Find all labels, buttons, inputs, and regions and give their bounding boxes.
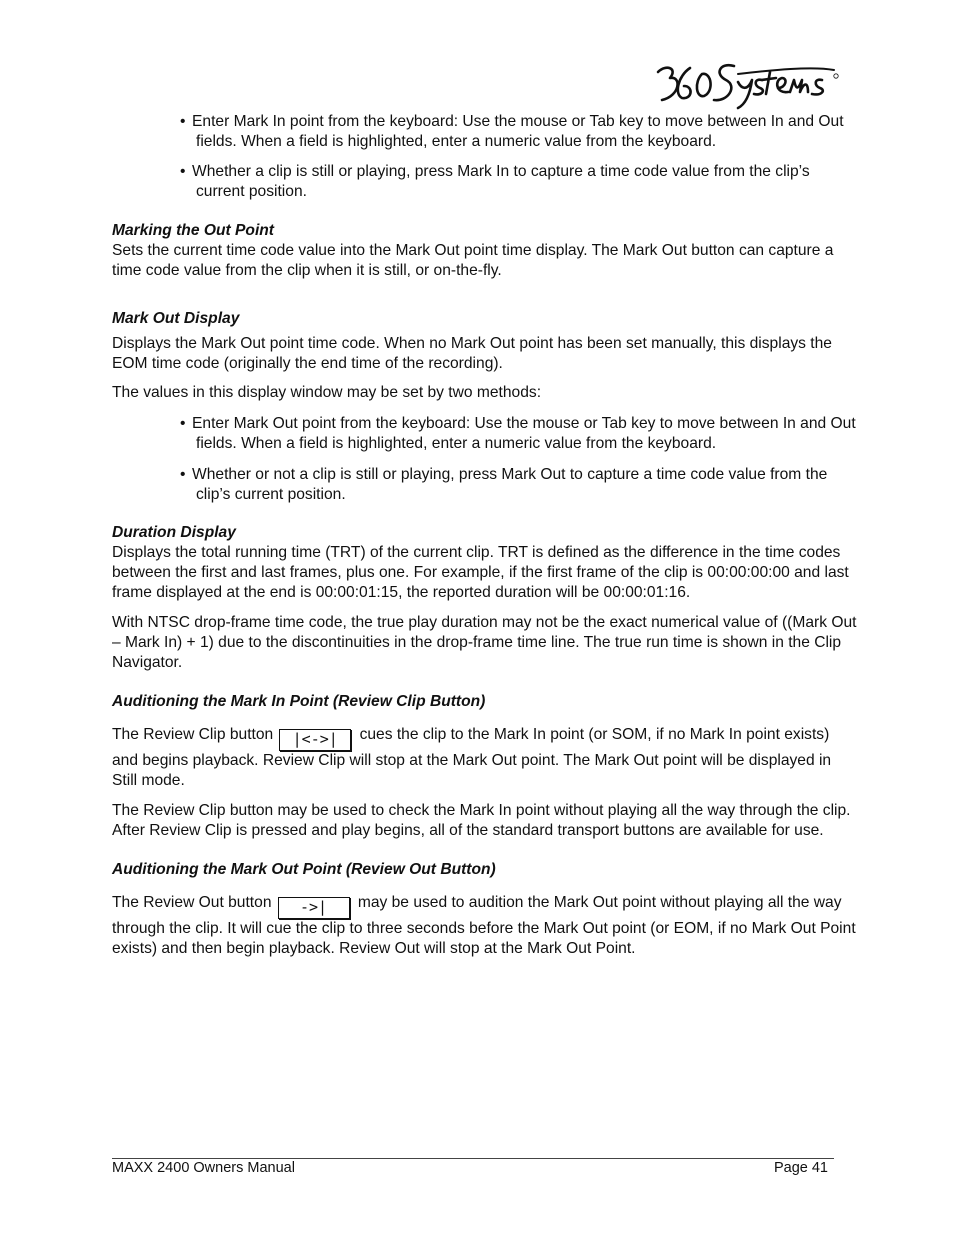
paragraph: The Review Clip button may be used to check the Mark In point without playing all the way through the clip. After Review Clip is pressed and play begins, all of the standard transport buttons are available for use. [112, 802, 851, 839]
section-heading-marking-out: Marking the Out Point [112, 222, 274, 239]
brand-logo [652, 60, 842, 112]
list-item [168, 112, 857, 152]
section-heading-duration: Duration Display [112, 524, 236, 541]
section-heading-mark-out-display: Mark Out Display [112, 310, 240, 327]
bullet-icon: • [180, 466, 186, 483]
paragraph: With NTSC drop-frame time code, the true play duration may not be the exact numerical value of ((Mark Out – Mark In) + 1) due to the discontinuities in the drop-frame time line. The true run time is shown in the Clip Navigator. [112, 614, 857, 671]
footer-divider [112, 1158, 834, 1159]
review-clip-button[interactable]: |<->| [279, 729, 351, 751]
paragraph: Displays the Mark Out point time code. When no Mark Out point has been set manually, this displays the EOM time code (originally the end time of the recording). [112, 335, 832, 372]
paragraph [112, 725, 857, 791]
bullet-text: Enter Mark Out point from the keyboard: Use the mouse or Tab key to move between In and Out fields. When a field is highlighted, enter a numeric value from the keyboard. [192, 415, 856, 452]
bullet-icon: • [180, 415, 186, 432]
bullet-icon: • [180, 163, 186, 180]
paragraph: Sets the current time code value into the Mark Out point time display. The Mark Out button can capture a time code value from the clip when it is still, or on-the-fly. [112, 242, 834, 279]
bullet-icon: • [180, 113, 186, 130]
list-item [168, 414, 857, 454]
paragraph-text: may be used to audition the Mark Out point without playing all the way through the clip. It will cue the clip to three seconds before the Mark Out point (or EOM, if no Mark Out Point exists) and then begin playback. Review Out will stop at the Mark Out Point. [112, 894, 856, 957]
section-heading-review-out: Auditioning the Mark Out Point (Review Out Button) [112, 861, 496, 878]
footer-manual-title: MAXX 2400 Owners Manual [112, 1160, 295, 1176]
list-item [168, 465, 857, 505]
bullet-text: Whether or not a clip is still or playing, press Mark Out to capture a time code value from the clip’s current position. [192, 466, 828, 503]
footer-page-number: Page 41 [773, 1160, 828, 1176]
paragraph [112, 893, 857, 959]
paragraph-text: The Review Clip button [112, 726, 274, 743]
document-body [112, 112, 857, 959]
paragraph: The values in this display window may be set by two methods: [112, 384, 542, 401]
paragraph: Displays the total running time (TRT) of the current clip. TRT is defined as the difference in the time codes between the first and last frames, plus one. For example, if the first frame of the clip is 00:00:00:00 and last frame displayed at the end is 00:00:01:15, the reported duration will be 00:00:01:16. [112, 544, 849, 601]
list-item [168, 162, 857, 202]
paragraph-text: cues the clip to the Mark In point (or SOM, if no Mark In point exists) and begins playback. Review Clip will stop at the Mark Out point. The Mark Out point will be displayed in Still mode. [112, 726, 832, 789]
bullet-text: Enter Mark In point from the keyboard: Use the mouse or Tab key to move between In and Out fields. When a field is highlighted, enter a numeric value from the keyboard. [192, 113, 844, 150]
section-heading-review-clip: Auditioning the Mark In Point (Review Clip Button) [112, 693, 486, 710]
paragraph-text: The Review Out button [112, 894, 272, 911]
bullet-text: Whether a clip is still or playing, press Mark In to capture a time code value from the clip’s current position. [192, 163, 810, 200]
review-out-button[interactable]: ->| [278, 897, 350, 919]
